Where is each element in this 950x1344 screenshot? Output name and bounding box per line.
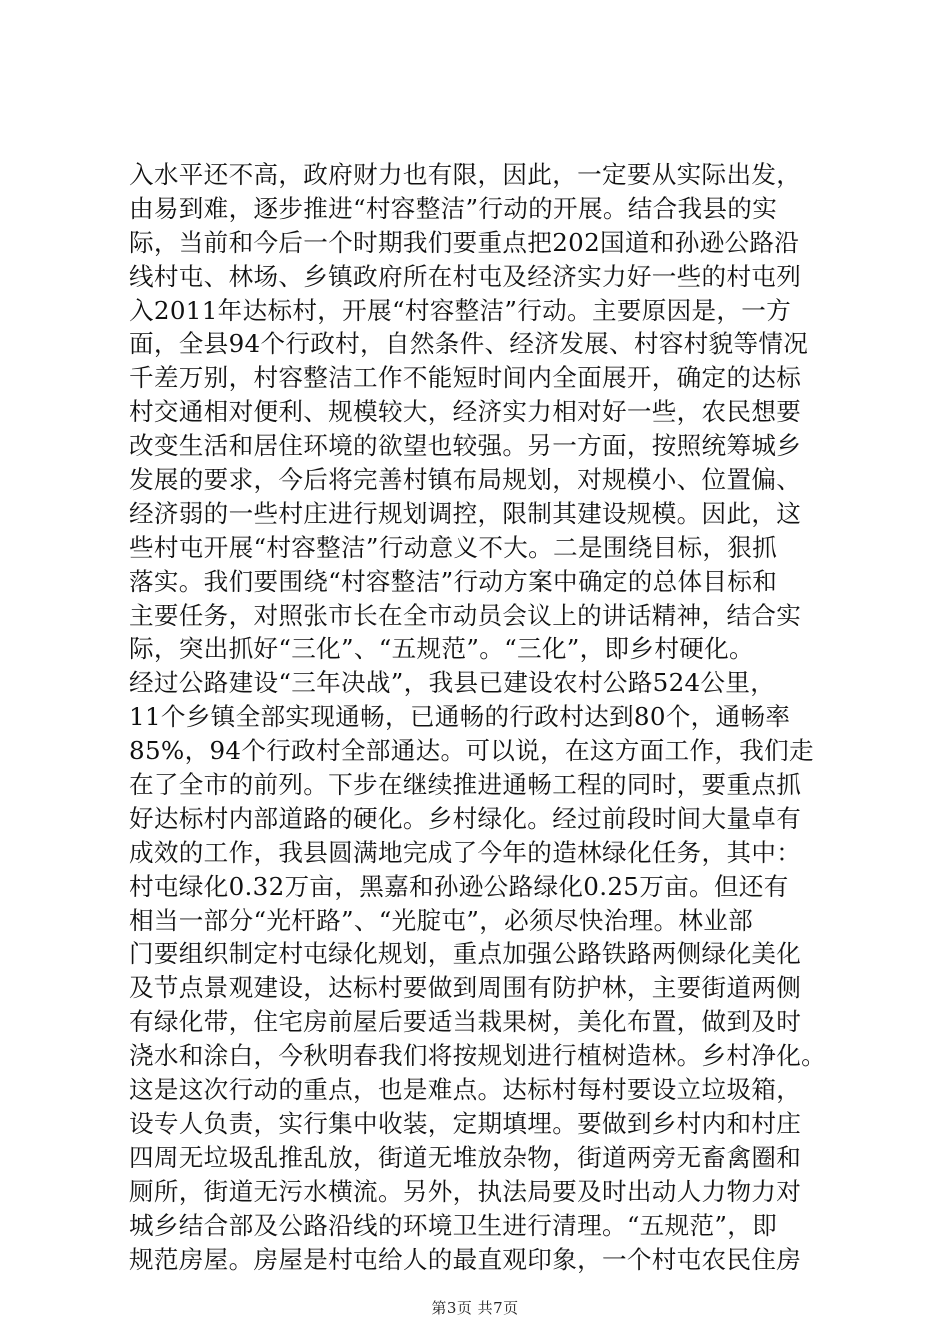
text-line: 千差万别，村容整洁工作不能短时间内全面展开，确定的达标 xyxy=(129,363,802,393)
text-line: 面，全县94个行政村，自然条件、经济发展、村容村貌等情况 xyxy=(129,329,809,359)
text-line: 厕所，街道无污水横流。另外，执法局要及时出动人力物力对 xyxy=(129,1176,802,1206)
text-line: 城乡结合部及公路沿线的环境卫生进行清理。“五规范”，即 xyxy=(129,1210,778,1240)
text-line: 好达标村内部道路的硬化。乡村绿化。经过前段时间大量卓有 xyxy=(129,803,802,833)
text-line: 际，当前和今后一个时期我们要重点把202国道和孙逊公路沿 xyxy=(129,227,800,257)
text-line: 经过公路建设“三年决战”，我县已建设农村公路524公里， xyxy=(129,668,776,698)
text-line: 落实。我们要围绕“村容整洁”行动方案中确定的总体目标和 xyxy=(129,566,778,596)
page-footer: 第3页 共7页 xyxy=(431,1299,519,1317)
text-line: 村屯绿化0.32万亩，黑嘉和孙逊公路绿化0.25万亩。但还有 xyxy=(129,871,789,901)
text-line: 成效的工作，我县圆满地完成了今年的造林绿化任务，其中： xyxy=(129,837,802,867)
text-line: 经济弱的一些村庄进行规划调控，限制其建设规模。因此，这 xyxy=(129,498,802,528)
text-line: 入水平还不高，政府财力也有限，因此，一定要从实际出发， xyxy=(129,160,802,189)
text-line: 发展的要求，今后将完善村镇布局规划，对规模小、位置偏、 xyxy=(129,465,802,495)
text-line: 由易到难，逐步推进“村容整洁”行动的开展。结合我县的实 xyxy=(129,193,778,223)
text-line: 在了全市的前列。下步在继续推进通畅工程的同时，要重点抓 xyxy=(129,770,802,800)
text-line: 相当一部分“光杆路”、“光腚屯”，必须尽快治理。林业部 xyxy=(129,905,754,935)
document-body xyxy=(129,158,859,1276)
text-line: 有绿化带，住宅房前屋后要适当栽果树，美化布置，做到及时 xyxy=(129,1007,802,1037)
text-line: 门要组织制定村屯绿化规划，重点加强公路铁路两侧绿化美化 xyxy=(129,939,802,969)
text-line: 设专人负责，实行集中收装，定期填埋。要做到乡村内和村庄 xyxy=(129,1108,802,1138)
text-line: 11个乡镇全部实现通畅，已通畅的行政村达到80个，通畅率 xyxy=(129,702,791,732)
text-line: 村交通相对便利、规模较大，经济实力相对好一些，农民想要 xyxy=(129,397,802,427)
text-line: 及节点景观建设，达标村要做到周围有防护林，主要街道两侧 xyxy=(129,973,802,1003)
text-line: 这是这次行动的重点，也是难点。达标村每村要设立垃圾箱， xyxy=(129,1075,802,1105)
text-line: 主要任务，对照张市长在全市动员会议上的讲话精神，结合实 xyxy=(129,600,802,630)
text-line: 线村屯、林场、乡镇政府所在村屯及经济实力好一些的村屯列 xyxy=(129,261,802,291)
text-line: 些村屯开展“村容整洁”行动意义不大。二是围绕目标，狠抓 xyxy=(129,532,778,562)
text-line: 四周无垃圾乱推乱放，街道无堆放杂物，街道两旁无畜禽圈和 xyxy=(129,1142,802,1172)
text-line: 规范房屋。房屋是村屯给人的最直观印象，一个村屯农民住房 xyxy=(129,1244,802,1274)
text-line: 入2011年达标村，开展“村容整洁”行动。主要原因是，一方 xyxy=(129,295,792,325)
text-line: 浇水和涂白，今秋明春我们将按规划进行植树造林。乡村净化。 xyxy=(129,1041,827,1071)
text-line: 改变生活和居住环境的欲望也较强。另一方面，按照统筹城乡 xyxy=(129,431,802,461)
text-line: 85%，94个行政村全部通达。可以说，在这方面工作，我们走 xyxy=(129,736,814,766)
text-line: 际，突出抓好“三化”、“五规范”。“三化”，即乡村硬化。 xyxy=(129,634,754,664)
